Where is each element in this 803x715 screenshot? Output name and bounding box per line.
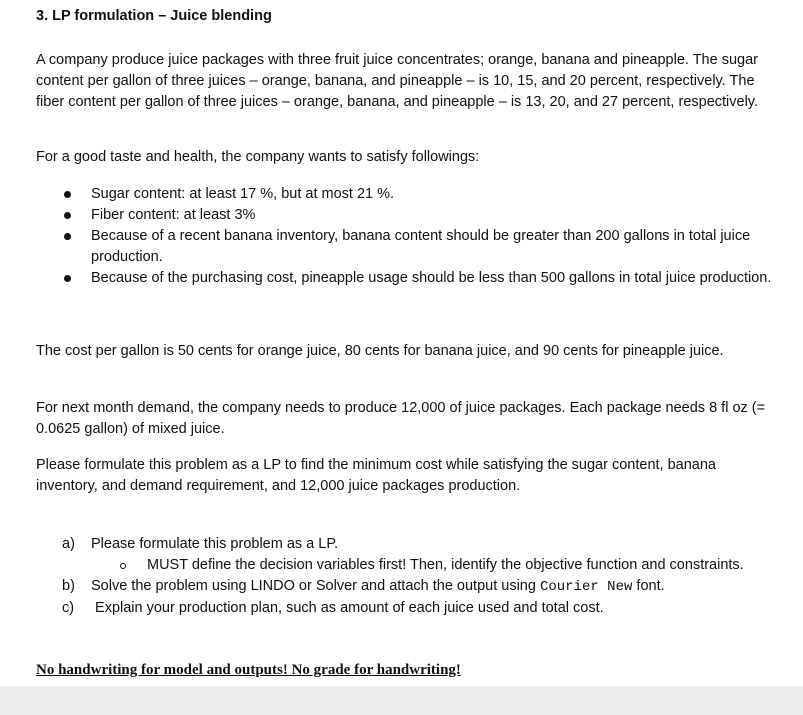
question-b — [62, 576, 782, 598]
intro-paragraph: A company produce juice packages with three fruit juice concentrates; orange, banana and pineapple. The sugar content per gallon of three juices – orange, banana, and pineapple – is 10, 15, and 20 percent, respectively. The fiber content per gallon of three juices – orange, banana, and pineapple – is 13, 20, and 27 percent, respectively. — [36, 52, 758, 110]
bullet-icon — [64, 191, 71, 198]
list-item — [36, 268, 776, 289]
question-text-end: font. — [632, 578, 665, 594]
requirements-intro: For a good taste and health, the company wants to satisfy followings: — [36, 149, 480, 165]
bullet-icon — [64, 275, 71, 282]
font-name: Courier New — [539, 579, 633, 595]
handwriting-warning: No handwriting for model and outputs! No grade for handwriting! — [36, 662, 461, 678]
list-item — [36, 205, 776, 226]
requirements-list — [36, 184, 776, 289]
questions-list — [62, 534, 782, 619]
question-a-sublist — [91, 555, 782, 576]
question-text: Solve the problem using LINDO or Solver and attach the output using — [91, 578, 540, 594]
requirement-text: Sugar content: at least 17 %, but at most 21 %. — [91, 186, 395, 202]
list-item — [120, 555, 782, 576]
circle-bullet-icon — [120, 563, 126, 569]
question-marker: b) — [62, 578, 75, 594]
question-text: Explain your production plan, such as amount of each juice used and total cost. — [91, 600, 604, 616]
question-a — [62, 534, 782, 576]
list-item — [36, 184, 776, 205]
question-marker: c) — [62, 600, 75, 616]
question-text: Please formulate this problem as a LP. — [91, 536, 339, 552]
page-bottom-margin — [0, 686, 803, 715]
list-item — [36, 226, 776, 268]
bullet-icon — [64, 212, 71, 219]
requirement-text: Because of the purchasing cost, pineapple usage should be less than 500 gallons in total juice production. — [91, 270, 772, 286]
cost-paragraph: The cost per gallon is 50 cents for orange juice, 80 cents for banana juice, and 90 cents for pineapple juice. — [36, 343, 724, 359]
problem-title: 3. LP formulation – Juice blending — [36, 8, 272, 24]
sub-instruction-text: MUST define the decision variables first! Then, identify the objective function and constraints. — [147, 557, 744, 573]
requirement-text: Because of a recent banana inventory, banana content should be greater than 200 gallons in total juice production. — [91, 228, 751, 265]
demand-paragraph: For next month demand, the company needs to produce 12,000 of juice packages. Each package needs 8 fl oz (= 0.0625 gallon) of mixed juice. — [36, 400, 766, 437]
requirement-text: Fiber content: at least 3% — [91, 207, 256, 223]
instruction-paragraph: Please formulate this problem as a LP to find the minimum cost while satisfying the sugar content, banana inventory, and demand requirement, and 12,000 juice packages production. — [36, 457, 716, 494]
question-marker: a) — [62, 536, 75, 552]
question-c — [62, 598, 782, 619]
bullet-icon — [64, 233, 71, 240]
